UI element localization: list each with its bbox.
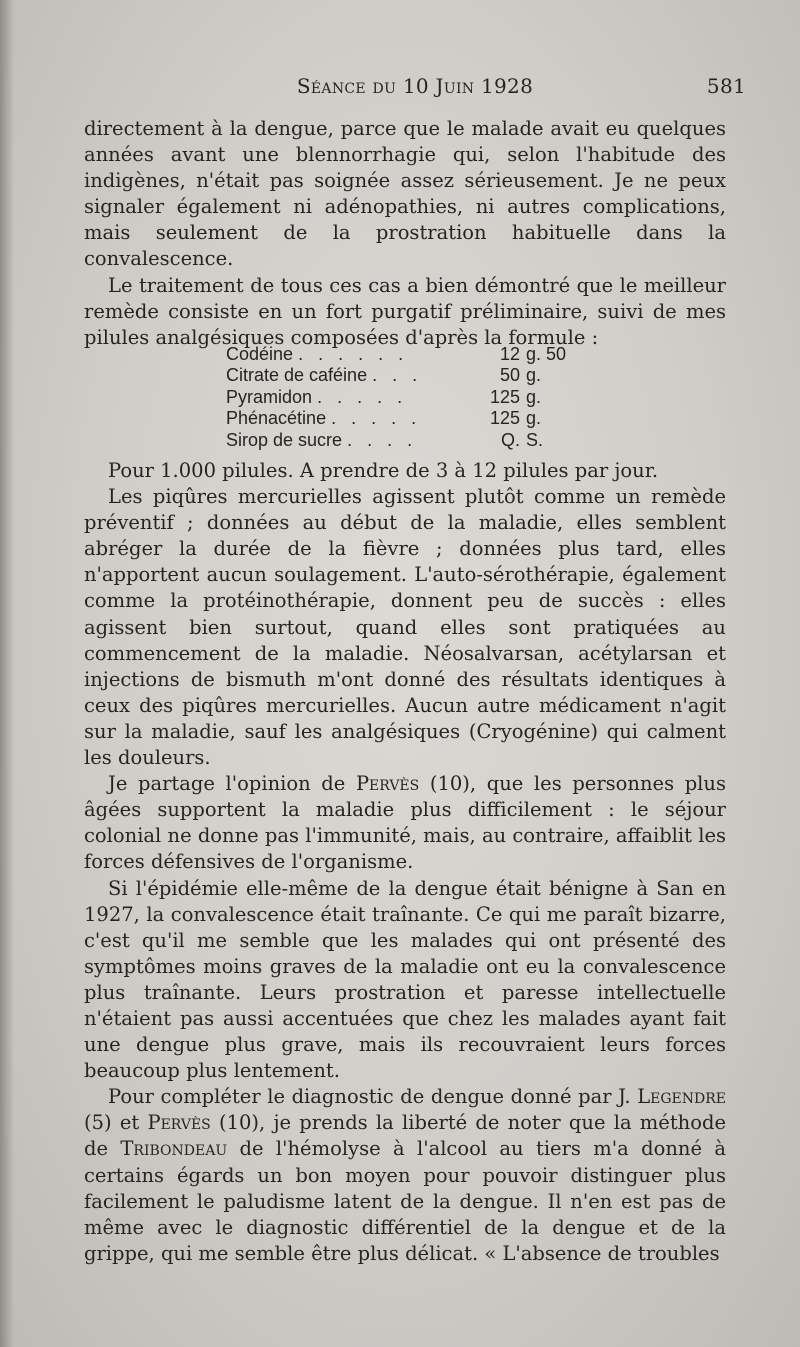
ingredient-name: Citrate de caféine: [226, 365, 368, 386]
formula-unit: g.: [526, 365, 542, 386]
formula-unit: g.: [526, 386, 542, 407]
leader-dots: . . . . .: [317, 386, 408, 407]
text-run: de l'hémolyse à l'alcool au tiers m'a donné à certains égards un bon moyen pour pouvoir distinguer plus facilement le paludisme latent de la dengue. Il n'en est pas de même avec le diagnostic différentiel de la dengue et de la grippe, qui me semble être plus délicat. « L'absence de troubles: [84, 1137, 727, 1265]
text-run: (10), que les personnes plus âgées supportent la maladie plus difficilement : le séjour colonial ne donne pas l'immunité, mais, au contraire, affaiblit les forces défensives de l'organisme.: [84, 772, 726, 874]
paragraph-dosage: Pour 1.000 pilules. A prendre de 3 à 12 pilules par jour.: [108, 459, 659, 482]
formula-row: [226, 408, 626, 429]
ingredient-name: Pyramidon: [226, 386, 313, 407]
author-name: Legendre: [637, 1085, 726, 1109]
formula-quantity: 125: [489, 408, 520, 429]
running-head: Séance du 10 Juin 1928: [296, 74, 534, 98]
author-name: Tribondeau: [120, 1137, 228, 1161]
formula-row: [226, 365, 626, 386]
formula-unit: S.: [526, 429, 544, 450]
formula-ingredient: [226, 387, 464, 408]
text-run: Je partage l'opinion de: [108, 772, 346, 796]
formula-unit: g. 50: [526, 344, 567, 364]
paragraph-continuation: directement à la dengue, parce que le malade avait eu quelques années avant une blennorrhagie qui, selon l'habitude des indigènes, n'était pas soignée assez sérieusement. Je ne peux signaler également ni adénopathies, ni autres complications, mais seulement de la prostration habituelle dans la convalescence.: [84, 117, 726, 271]
author-name: Pervès: [355, 772, 420, 796]
formula-quantity: Q.: [500, 429, 520, 450]
formula-ingredient: [226, 344, 464, 365]
formula-quantity: 125: [489, 386, 520, 407]
text-run: Pour compléter le diagnostic de dengue donné par J.: [108, 1085, 631, 1109]
formula-quantity: 50: [499, 365, 520, 386]
leader-dots: . . . . . .: [298, 344, 409, 364]
author-name: Pervès: [147, 1111, 211, 1135]
formula-row: [226, 387, 626, 408]
formula-quantity: 12: [499, 344, 520, 364]
paragraph-age: [84, 771, 726, 875]
ingredient-name: Sirop de sucre: [226, 429, 343, 450]
text-run: (10), je prends la liberté de noter que la méthode de: [84, 1111, 726, 1161]
ingredient-name: Phénacétine: [226, 408, 327, 429]
pill-formula: [226, 344, 626, 451]
paragraph-treatment: Le traitement de tous ces cas a bien démontré que le meilleur remède consiste en un fort purgatif préliminaire, suivi de mes pilules analgésiques composées d'après la formule :: [84, 273, 726, 349]
leader-dots: . . .: [372, 365, 423, 386]
formula-row: [226, 344, 626, 365]
paragraph-diagnosis: [84, 1084, 726, 1267]
leader-dots: . . . .: [347, 429, 418, 450]
body-text-bottom: [84, 458, 726, 1267]
leader-dots: . . . . .: [331, 408, 422, 429]
text-run: (5) et: [84, 1111, 140, 1135]
body-text-top: [84, 116, 726, 351]
ingredient-name: Codéine: [226, 344, 294, 364]
page-number: 581: [706, 74, 746, 98]
formula-ingredient: [226, 408, 464, 429]
formula-row: [226, 430, 626, 451]
paragraph-injections: Les piqûres mercurielles agissent plutôt comme un remède préventif ; données au début de la maladie, elles semblent abréger la durée de la fièvre ; données plus tard, elles n'apportent aucun soulagement. L'auto-sérothérapie, également comme la protéinothérapie, donnent peu de succès : elles agissent bien surtout, quand elles sont pratiquées au commencement de la maladie. Néosalvarsan, acétylarsan et injections de bismuth m'ont donné des résultats identiques à ceux des piqûres mercurielles. Aucun autre médicament n'agit sur la maladie, sauf les analgésiques (Cryogénine) qui calment les douleurs.: [84, 485, 726, 770]
formula-ingredient: [226, 365, 464, 386]
paragraph-convalescence: Si l'épidémie elle-même de la dengue était bénigne à San en 1927, la convalescence était traînante. Ce qui me paraît bizarre, c'est qu'il me semble que les malades qui ont présenté des symptômes moins graves de la maladie ont eu la convalescence plus traînante. Leurs prostration et paresse intellectuelle n'étaient pas aussi accentuées que chez les malades ayant fait une dengue plus grave, mais ils recouvraient leurs forces beaucoup plus lentement.: [84, 876, 726, 1083]
formula-ingredient: [226, 430, 464, 451]
page-header: [84, 74, 746, 104]
formula-unit: g.: [526, 408, 542, 429]
